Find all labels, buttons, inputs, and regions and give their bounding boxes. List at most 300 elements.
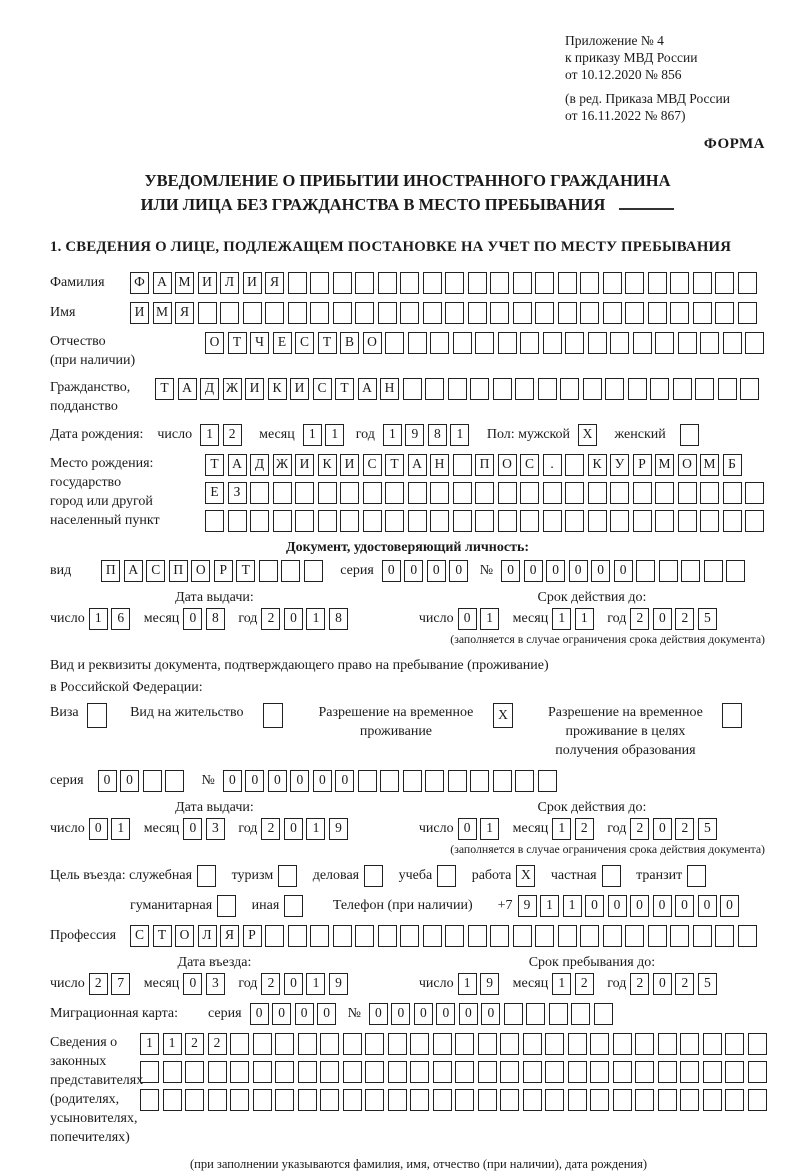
char-cell[interactable] [310, 272, 329, 294]
char-cell[interactable] [650, 378, 669, 400]
char-cell[interactable] [230, 1033, 249, 1055]
doc-valid-day-cells[interactable] [458, 608, 503, 630]
temp-permit-checkbox[interactable] [493, 703, 517, 728]
char-cell[interactable] [633, 482, 652, 504]
char-cell[interactable] [693, 302, 712, 324]
char-cell[interactable]: 0 [698, 895, 717, 917]
doc-issue-year-cells[interactable] [261, 608, 351, 630]
char-cell[interactable] [504, 1003, 523, 1025]
char-cell[interactable]: 2 [89, 973, 108, 995]
char-cell[interactable]: И [198, 272, 217, 294]
char-cell[interactable]: 0 [284, 818, 303, 840]
char-cell[interactable] [143, 770, 162, 792]
char-cell[interactable] [590, 1033, 609, 1055]
char-cell[interactable]: С [295, 332, 314, 354]
char-cell[interactable] [385, 332, 404, 354]
char-cell[interactable] [748, 1061, 767, 1083]
char-cell[interactable] [543, 510, 562, 532]
char-cell[interactable] [470, 770, 489, 792]
char-cell[interactable]: 0 [546, 560, 565, 582]
char-cell[interactable] [545, 1089, 564, 1111]
char-cell[interactable] [568, 1061, 587, 1083]
private-checkbox[interactable] [602, 865, 625, 887]
char-cell[interactable]: 0 [317, 1003, 336, 1025]
female-checkbox-cell[interactable] [680, 424, 699, 446]
char-cell[interactable] [700, 510, 719, 532]
char-cell[interactable]: И [243, 272, 262, 294]
char-cell[interactable] [748, 1033, 767, 1055]
char-cell[interactable]: О [191, 560, 210, 582]
char-cell[interactable] [745, 510, 764, 532]
residence-permit-checkbox[interactable] [263, 703, 287, 728]
char-cell[interactable] [648, 302, 667, 324]
char-cell[interactable]: 9 [480, 973, 499, 995]
char-cell[interactable] [310, 302, 329, 324]
char-cell[interactable] [703, 1061, 722, 1083]
char-cell[interactable]: 9 [518, 895, 537, 917]
char-cell[interactable] [558, 925, 577, 947]
char-cell[interactable]: Ж [273, 454, 292, 476]
char-cell[interactable] [498, 332, 517, 354]
char-cell[interactable]: А [228, 454, 247, 476]
char-cell[interactable]: 1 [303, 424, 322, 446]
char-cell[interactable] [703, 1089, 722, 1111]
char-cell[interactable] [520, 510, 539, 532]
char-cell[interactable] [603, 272, 622, 294]
char-cell[interactable] [445, 302, 464, 324]
char-cell[interactable] [140, 1061, 159, 1083]
stay-month-cells[interactable] [552, 973, 597, 995]
char-cell[interactable] [281, 560, 300, 582]
char-cell[interactable] [410, 1089, 429, 1111]
char-cell[interactable]: 1 [575, 608, 594, 630]
char-cell[interactable]: Д [250, 454, 269, 476]
char-cell[interactable]: 1 [458, 973, 477, 995]
entry-day-cells[interactable] [89, 973, 134, 995]
char-cell[interactable] [453, 454, 472, 476]
char-cell[interactable]: 0 [295, 1003, 314, 1025]
citizenship-cells[interactable] [155, 378, 763, 400]
char-cell[interactable]: 0 [675, 895, 694, 917]
char-cell[interactable] [253, 1061, 272, 1083]
char-cell[interactable] [678, 510, 697, 532]
char-cell[interactable]: М [700, 454, 719, 476]
doc-kind-cells[interactable] [101, 560, 326, 582]
char-cell[interactable]: 8 [428, 424, 447, 446]
char-cell[interactable] [198, 302, 217, 324]
char-cell[interactable] [165, 770, 184, 792]
char-cell[interactable]: Л [198, 925, 217, 947]
char-cell[interactable] [208, 1061, 227, 1083]
char-cell[interactable]: 1 [552, 973, 571, 995]
char-cell[interactable]: Я [175, 302, 194, 324]
char-cell[interactable] [288, 302, 307, 324]
char-cell[interactable] [430, 332, 449, 354]
char-cell[interactable] [636, 560, 655, 582]
char-cell[interactable] [320, 1061, 339, 1083]
surname-cells[interactable] [130, 272, 760, 294]
char-cell[interactable] [490, 302, 509, 324]
char-cell[interactable] [538, 378, 557, 400]
work-checkbox[interactable] [516, 865, 539, 887]
other-purpose-checkbox[interactable] [284, 895, 307, 917]
char-cell[interactable] [658, 1089, 677, 1111]
char-cell[interactable] [588, 510, 607, 532]
char-cell[interactable] [298, 1089, 317, 1111]
char-cell[interactable]: А [178, 378, 197, 400]
char-cell[interactable] [455, 1061, 474, 1083]
doc-valid-year-cells[interactable] [630, 608, 720, 630]
char-cell[interactable] [445, 272, 464, 294]
transit-checkbox-cell[interactable] [687, 865, 706, 887]
char-cell[interactable]: О [678, 454, 697, 476]
char-cell[interactable] [635, 1089, 654, 1111]
char-cell[interactable] [748, 1089, 767, 1111]
char-cell[interactable] [253, 1089, 272, 1111]
char-cell[interactable] [304, 560, 323, 582]
char-cell[interactable]: Д [200, 378, 219, 400]
char-cell[interactable]: С [146, 560, 165, 582]
char-cell[interactable]: 1 [163, 1033, 182, 1055]
char-cell[interactable]: 2 [208, 1033, 227, 1055]
char-cell[interactable]: 0 [98, 770, 117, 792]
char-cell[interactable] [259, 560, 278, 582]
char-cell[interactable]: 5 [698, 818, 717, 840]
char-cell[interactable]: 0 [89, 818, 108, 840]
char-cell[interactable] [433, 1033, 452, 1055]
char-cell[interactable] [545, 1061, 564, 1083]
char-cell[interactable]: 0 [653, 608, 672, 630]
char-cell[interactable] [498, 482, 517, 504]
char-cell[interactable] [545, 1033, 564, 1055]
char-cell[interactable] [670, 302, 689, 324]
char-cell[interactable] [523, 1033, 542, 1055]
char-cell[interactable] [613, 1089, 632, 1111]
char-cell[interactable] [680, 1061, 699, 1083]
char-cell[interactable] [558, 302, 577, 324]
char-cell[interactable] [658, 1033, 677, 1055]
char-cell[interactable] [543, 332, 562, 354]
char-cell[interactable]: Б [723, 454, 742, 476]
tourism-checkbox-cell[interactable] [278, 865, 297, 887]
char-cell[interactable] [378, 302, 397, 324]
char-cell[interactable] [745, 482, 764, 504]
male-checkbox[interactable] [578, 424, 601, 446]
char-cell[interactable]: 0 [653, 818, 672, 840]
char-cell[interactable]: 0 [382, 560, 401, 582]
char-cell[interactable]: 0 [272, 1003, 291, 1025]
char-cell[interactable]: 9 [329, 973, 348, 995]
char-cell[interactable]: 0 [284, 608, 303, 630]
char-cell[interactable]: 2 [675, 608, 694, 630]
char-cell[interactable] [205, 510, 224, 532]
char-cell[interactable] [726, 560, 745, 582]
char-cell[interactable] [568, 1089, 587, 1111]
char-cell[interactable] [295, 482, 314, 504]
official-checkbox[interactable] [197, 865, 220, 887]
char-cell[interactable] [408, 332, 427, 354]
study-checkbox-cell[interactable] [437, 865, 456, 887]
char-cell[interactable] [633, 510, 652, 532]
char-cell[interactable] [490, 272, 509, 294]
char-cell[interactable] [408, 510, 427, 532]
birth-place-line3-cells[interactable] [205, 510, 768, 532]
char-cell[interactable] [715, 302, 734, 324]
char-cell[interactable] [725, 1061, 744, 1083]
char-cell[interactable]: Я [265, 272, 284, 294]
char-cell[interactable] [275, 1089, 294, 1111]
char-cell[interactable] [693, 272, 712, 294]
char-cell[interactable] [298, 1033, 317, 1055]
char-cell[interactable]: Р [243, 925, 262, 947]
char-cell[interactable] [228, 510, 247, 532]
char-cell[interactable] [695, 378, 714, 400]
char-cell[interactable]: 0 [250, 1003, 269, 1025]
char-cell[interactable] [343, 1089, 362, 1111]
char-cell[interactable]: 1 [540, 895, 559, 917]
char-cell[interactable]: 0 [313, 770, 332, 792]
char-cell[interactable] [565, 510, 584, 532]
char-cell[interactable]: Е [205, 482, 224, 504]
char-cell[interactable] [163, 1061, 182, 1083]
char-cell[interactable] [400, 925, 419, 947]
char-cell[interactable]: Т [155, 378, 174, 400]
char-cell[interactable] [628, 378, 647, 400]
char-cell[interactable]: О [498, 454, 517, 476]
char-cell[interactable]: 1 [325, 424, 344, 446]
humanitarian-checkbox-cell[interactable] [217, 895, 236, 917]
char-cell[interactable] [565, 454, 584, 476]
char-cell[interactable] [310, 925, 329, 947]
char-cell[interactable] [603, 302, 622, 324]
char-cell[interactable]: П [101, 560, 120, 582]
char-cell[interactable] [185, 1089, 204, 1111]
char-cell[interactable] [520, 482, 539, 504]
private-checkbox-cell[interactable] [602, 865, 621, 887]
other-purpose-checkbox-cell[interactable] [284, 895, 303, 917]
char-cell[interactable] [700, 482, 719, 504]
guardians-line3-cells[interactable] [140, 1089, 770, 1111]
char-cell[interactable]: С [520, 454, 539, 476]
female-checkbox[interactable] [680, 424, 703, 446]
char-cell[interactable] [740, 378, 759, 400]
char-cell[interactable]: М [175, 272, 194, 294]
study-checkbox[interactable] [437, 865, 460, 887]
visa-checkbox[interactable] [87, 703, 111, 728]
char-cell[interactable] [680, 1033, 699, 1055]
birth-day-cells[interactable] [200, 424, 245, 446]
char-cell[interactable]: В [340, 332, 359, 354]
char-cell[interactable]: Т [318, 332, 337, 354]
char-cell[interactable] [433, 1061, 452, 1083]
entry-month-cells[interactable] [183, 973, 228, 995]
char-cell[interactable]: П [475, 454, 494, 476]
char-cell[interactable] [230, 1061, 249, 1083]
char-cell[interactable] [723, 510, 742, 532]
char-cell[interactable]: 0 [524, 560, 543, 582]
char-cell[interactable] [295, 510, 314, 532]
char-cell[interactable]: 2 [575, 973, 594, 995]
char-cell[interactable] [425, 770, 444, 792]
char-cell[interactable] [715, 925, 734, 947]
entry-year-cells[interactable] [261, 973, 351, 995]
char-cell[interactable]: 0 [458, 818, 477, 840]
char-cell[interactable] [475, 482, 494, 504]
char-cell[interactable] [523, 1089, 542, 1111]
char-cell[interactable]: Т [335, 378, 354, 400]
doc-series-cells[interactable] [382, 560, 472, 582]
char-cell[interactable] [363, 510, 382, 532]
char-cell[interactable]: Т [385, 454, 404, 476]
char-cell[interactable] [605, 378, 624, 400]
char-cell[interactable]: 1 [383, 424, 402, 446]
char-cell[interactable] [738, 302, 757, 324]
char-cell[interactable] [250, 482, 269, 504]
char-cell[interactable]: 1 [450, 424, 469, 446]
permit-valid-year-cells[interactable] [630, 818, 720, 840]
char-cell[interactable]: 6 [111, 608, 130, 630]
tourism-checkbox[interactable] [278, 865, 301, 887]
permit-issue-month-cells[interactable] [183, 818, 228, 840]
char-cell[interactable]: 9 [329, 818, 348, 840]
char-cell[interactable]: 0 [120, 770, 139, 792]
char-cell[interactable] [723, 332, 742, 354]
char-cell[interactable] [680, 1089, 699, 1111]
char-cell[interactable] [513, 925, 532, 947]
mig-number-cells[interactable] [369, 1003, 617, 1025]
char-cell[interactable]: Я [220, 925, 239, 947]
char-cell[interactable] [500, 1061, 519, 1083]
char-cell[interactable] [565, 332, 584, 354]
char-cell[interactable]: А [153, 272, 172, 294]
char-cell[interactable] [655, 482, 674, 504]
char-cell[interactable] [388, 1033, 407, 1055]
char-cell[interactable] [635, 1061, 654, 1083]
char-cell[interactable] [275, 1033, 294, 1055]
profession-cells[interactable] [130, 925, 760, 947]
char-cell[interactable] [526, 1003, 545, 1025]
birth-month-cells[interactable] [303, 424, 348, 446]
residence-permit-checkbox-cell[interactable] [263, 703, 283, 728]
char-cell[interactable] [445, 925, 464, 947]
char-cell[interactable] [448, 770, 467, 792]
char-cell[interactable]: 1 [552, 608, 571, 630]
temp-permit-checkbox-cell[interactable]: X [493, 703, 513, 728]
char-cell[interactable] [715, 272, 734, 294]
char-cell[interactable] [500, 1033, 519, 1055]
char-cell[interactable] [433, 1089, 452, 1111]
permit-issue-year-cells[interactable] [261, 818, 351, 840]
char-cell[interactable]: 2 [223, 424, 242, 446]
name-cells[interactable] [130, 302, 760, 324]
char-cell[interactable] [670, 925, 689, 947]
char-cell[interactable] [448, 378, 467, 400]
char-cell[interactable]: О [205, 332, 224, 354]
char-cell[interactable] [658, 1061, 677, 1083]
char-cell[interactable] [220, 302, 239, 324]
char-cell[interactable]: 5 [698, 973, 717, 995]
char-cell[interactable]: О [363, 332, 382, 354]
char-cell[interactable]: 1 [140, 1033, 159, 1055]
char-cell[interactable] [475, 510, 494, 532]
patronymic-cells[interactable] [205, 332, 768, 354]
char-cell[interactable] [333, 302, 352, 324]
temp-permit-edu-checkbox[interactable] [722, 703, 746, 728]
char-cell[interactable]: А [358, 378, 377, 400]
char-cell[interactable] [403, 770, 422, 792]
char-cell[interactable] [340, 482, 359, 504]
permit-valid-day-cells[interactable] [458, 818, 503, 840]
char-cell[interactable]: 0 [183, 818, 202, 840]
char-cell[interactable]: 1 [480, 608, 499, 630]
char-cell[interactable] [588, 332, 607, 354]
char-cell[interactable] [725, 1033, 744, 1055]
char-cell[interactable]: 8 [329, 608, 348, 630]
char-cell[interactable] [275, 1061, 294, 1083]
char-cell[interactable] [673, 378, 692, 400]
char-cell[interactable]: Л [220, 272, 239, 294]
char-cell[interactable] [493, 770, 512, 792]
char-cell[interactable]: 2 [261, 608, 280, 630]
char-cell[interactable] [243, 302, 262, 324]
char-cell[interactable] [355, 302, 374, 324]
char-cell[interactable] [185, 1061, 204, 1083]
birth-place-line2-cells[interactable] [205, 482, 768, 504]
char-cell[interactable] [365, 1089, 384, 1111]
char-cell[interactable]: 0 [414, 1003, 433, 1025]
char-cell[interactable]: А [408, 454, 427, 476]
char-cell[interactable]: Т [153, 925, 172, 947]
char-cell[interactable] [568, 1033, 587, 1055]
char-cell[interactable] [613, 1061, 632, 1083]
char-cell[interactable] [343, 1061, 362, 1083]
char-cell[interactable] [655, 510, 674, 532]
char-cell[interactable] [343, 1033, 362, 1055]
char-cell[interactable] [718, 378, 737, 400]
char-cell[interactable] [610, 510, 629, 532]
permit-number-cells[interactable] [223, 770, 561, 792]
char-cell[interactable]: Е [273, 332, 292, 354]
char-cell[interactable] [410, 1061, 429, 1083]
char-cell[interactable]: 1 [480, 818, 499, 840]
char-cell[interactable] [298, 1061, 317, 1083]
char-cell[interactable] [535, 925, 554, 947]
char-cell[interactable]: 0 [459, 1003, 478, 1025]
permit-series-cells[interactable] [98, 770, 188, 792]
char-cell[interactable] [558, 272, 577, 294]
char-cell[interactable] [403, 378, 422, 400]
char-cell[interactable] [571, 1003, 590, 1025]
char-cell[interactable]: 0 [449, 560, 468, 582]
char-cell[interactable] [613, 1033, 632, 1055]
char-cell[interactable]: С [313, 378, 332, 400]
char-cell[interactable] [385, 510, 404, 532]
char-cell[interactable] [365, 1061, 384, 1083]
char-cell[interactable] [430, 510, 449, 532]
char-cell[interactable]: 0 [404, 560, 423, 582]
male-checkbox-cell[interactable]: X [578, 424, 597, 446]
char-cell[interactable] [475, 332, 494, 354]
char-cell[interactable] [288, 925, 307, 947]
char-cell[interactable] [560, 378, 579, 400]
char-cell[interactable]: 0 [501, 560, 520, 582]
char-cell[interactable]: 1 [89, 608, 108, 630]
humanitarian-checkbox[interactable] [217, 895, 240, 917]
business-checkbox-cell[interactable] [364, 865, 383, 887]
char-cell[interactable] [365, 1033, 384, 1055]
char-cell[interactable] [355, 272, 374, 294]
char-cell[interactable]: Ч [250, 332, 269, 354]
